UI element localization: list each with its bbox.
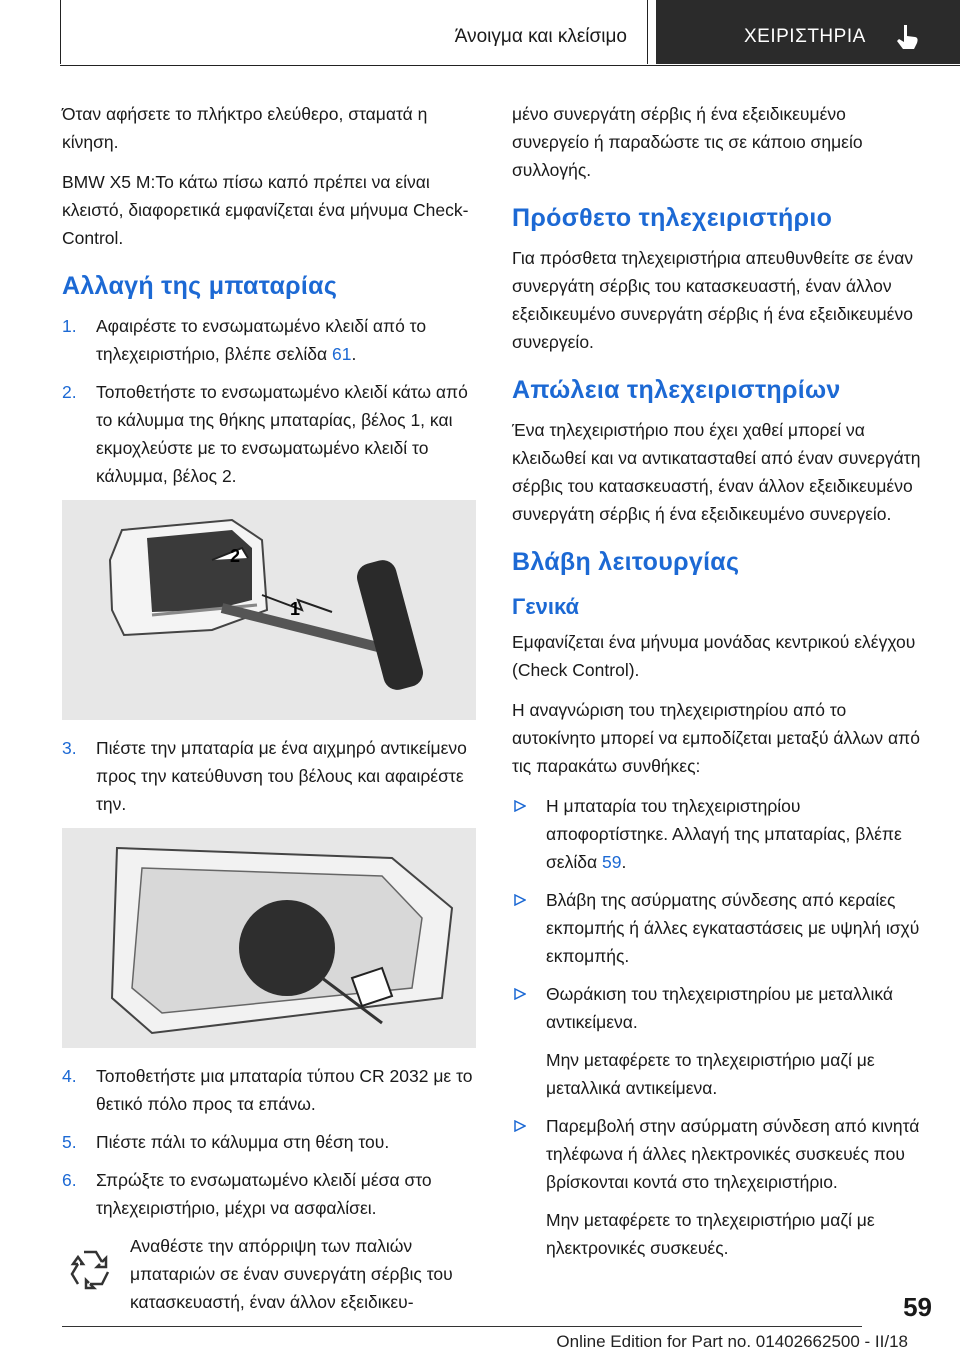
right-column: [512, 100, 926, 1272]
step-text: Τοποθετήστε μια μπαταρία τύπου CR 2032 με το θετικό πόλο προς τα επάνω.: [96, 1066, 473, 1114]
left-column: [62, 100, 476, 1316]
key-fob-illustration: [62, 500, 476, 720]
bullet-sub-text: Μην μεταφέρετε το τηλεχειριστήριο μαζί με μεταλλικά αντικείμενα.: [546, 1050, 875, 1098]
page-link[interactable]: 59: [601, 852, 622, 872]
step-3: [62, 734, 476, 818]
page-link[interactable]: 61: [331, 344, 352, 364]
paragraph-continuation: μένο συνεργάτη σέρβις ή ένα εξειδικευμένο συνεργείο ή παραδώστε τις σε κάποιο σημείο συλλογής.: [512, 104, 863, 180]
page-number: 59: [903, 1292, 932, 1322]
header-section-title: Άνοιγμα και κλείσιμο: [454, 26, 627, 47]
step-number: 3.: [62, 738, 77, 758]
heading-malfunction: Βλάβη λειτουργίας: [512, 548, 740, 576]
hand-pointer-icon: [892, 22, 922, 52]
header-manual-tab: [656, 0, 960, 64]
paragraph-remote-loss: Ένα τηλεχειριστήριο που έχει χαθεί μπορεί να κλειδωθεί και να αντικατασταθεί από έναν συνεργάτη σέρβις του κατασκευαστή, έναν άλλον εξειδικευμένο συνεργάτη σέρβις ή ένα εξειδικευμένο συνεργείο.: [512, 420, 921, 524]
step-2: [62, 378, 476, 490]
step-number: 4.: [62, 1066, 77, 1086]
heading-remote-loss: Απώλεια τηλεχειριστηρίων: [512, 376, 841, 404]
triangle-bullet-icon: [514, 1120, 526, 1132]
step-text: Πιέστε πάλι το κάλυμμα στη θέση του.: [96, 1132, 390, 1152]
paragraph-check-control: Εμφανίζεται ένα μήνυμα μονάδας κεντρικού ελέγχου (Check Control).: [512, 632, 916, 680]
step-end: .: [351, 344, 357, 364]
step-text: Αφαιρέστε το ενσωματωμένο κλειδί από το τηλεχειριστήριο, βλέπε σελίδα: [96, 316, 427, 364]
step-4: [62, 1062, 476, 1118]
step-1: [62, 312, 476, 368]
bullet-text: Η μπαταρία του τηλεχειριστηρίου αποφορτίστηκε. Αλλαγή της μπαταρίας, βλέπε σελίδα: [546, 796, 902, 872]
step-number: 5.: [62, 1132, 77, 1152]
step-number: 1.: [62, 316, 77, 336]
bullet-phone-interference: [512, 1112, 926, 1196]
bullet-text: Βλάβη της ασύρματης σύνδεσης από κεραίες εκπομπής ή άλλες εγκαταστάσεις με υψηλή ισχύ εκπομπής.: [546, 890, 920, 966]
step-number: 2.: [62, 382, 77, 402]
step-number: 6.: [62, 1170, 77, 1190]
triangle-bullet-icon: [514, 800, 526, 812]
bullet-antenna-interference: [512, 886, 926, 970]
paragraph-x5m: BMW X5 M:Το κάτω πίσω καπό πρέπει να είναι κλειστό, διαφορετικά εμφανίζεται ένα μήνυμα Check-Control.: [62, 172, 469, 248]
bullet-text: Θωράκιση του τηλεχειριστηρίου με μεταλλικά αντικείμενα.: [546, 984, 894, 1032]
footer-edition: Online Edition for Part no. 01402662500 - II/18: [556, 1332, 908, 1351]
bullet-metal-shielding: [512, 980, 926, 1036]
note-text: Αναθέστε την απόρριψη των παλιών μπαταριών σε έναν συνεργάτη σέρβις του κατασκευαστή, έναν άλλον εξειδικευ-: [130, 1236, 453, 1312]
step-text: Πιέστε την μπαταρία με ένα αιχμηρό αντικείμενο προς την κατεύθυνση του βέλους και αφαιρέστε την.: [96, 738, 467, 814]
figure-callout-2: 2: [230, 546, 241, 566]
step-5: [62, 1128, 476, 1156]
step-6: [62, 1166, 476, 1222]
paragraph-release: Όταν αφήσετε το πλήκτρο ελεύθερο, σταματά η κίνηση.: [62, 104, 428, 152]
triangle-bullet-icon: [514, 988, 526, 1000]
step-text: Τοποθετήστε το ενσωματωμένο κλειδί κάτω από το κάλυμμα της θήκης μπαταρίας, βέλος 1, και εκμοχλεύστε με το ενσωματωμένο κλειδί το κάλυμμα, βέλος 2.: [96, 382, 468, 486]
bullet-text: Παρεμβολή στην ασύρματη σύνδεση από κινητά τηλέφωνα ή άλλες ηλεκτρονικές συσκευές που βρίσκονται κοντά στο τηλεχειριστήριο.: [546, 1116, 920, 1192]
figure-battery-removal: [62, 828, 476, 1048]
header-rule: [60, 65, 960, 66]
heading-additional-remote: Πρόσθετο τηλεχειριστήριο: [512, 204, 833, 232]
bullet-end: .: [621, 852, 627, 872]
triangle-bullet-icon: [514, 894, 526, 906]
paragraph-detection: Η αναγνώριση του τηλεχειριστηρίου από το αυτοκίνητο μπορεί να εμποδίζεται μεταξύ άλλων από τις παρακάτω συνθήκες:: [512, 700, 920, 776]
step-text: Σπρώξτε το ενσωματωμένο κλειδί μέσα στο τηλεχειριστήριο, μέχρι να ασφαλίσει.: [96, 1170, 432, 1218]
header-section-tab: [60, 0, 648, 64]
figure-key-cover-removal: [62, 500, 476, 720]
bullet-sub-text: Μην μεταφέρετε το τηλεχειριστήριο μαζί με ηλεκτρονικές συσκευές.: [546, 1210, 875, 1258]
heading-general: Γενικά: [512, 594, 580, 619]
recycling-note: [62, 1232, 476, 1316]
footer-rule: [62, 1326, 862, 1327]
heading-battery-change: Αλλαγή της μπαταρίας: [62, 272, 338, 300]
paragraph-additional-remote: Για πρόσθετα τηλεχειριστήρια απευθυνθείτε σε έναν συνεργάτη σέρβις του κατασκευαστή, έναν άλλον εξειδικευμένο συνεργάτη σέρβις ή ένα εξειδικευμένο συνεργείο.: [512, 248, 914, 352]
battery-compartment-illustration: [62, 828, 476, 1048]
header-manual-title: ΧΕΙΡΙΣΤΗΡΙΑ: [744, 26, 866, 47]
bullet-battery-discharged: [512, 792, 926, 876]
recycle-icon: [62, 1242, 118, 1298]
figure-callout-1: 1: [290, 599, 301, 619]
